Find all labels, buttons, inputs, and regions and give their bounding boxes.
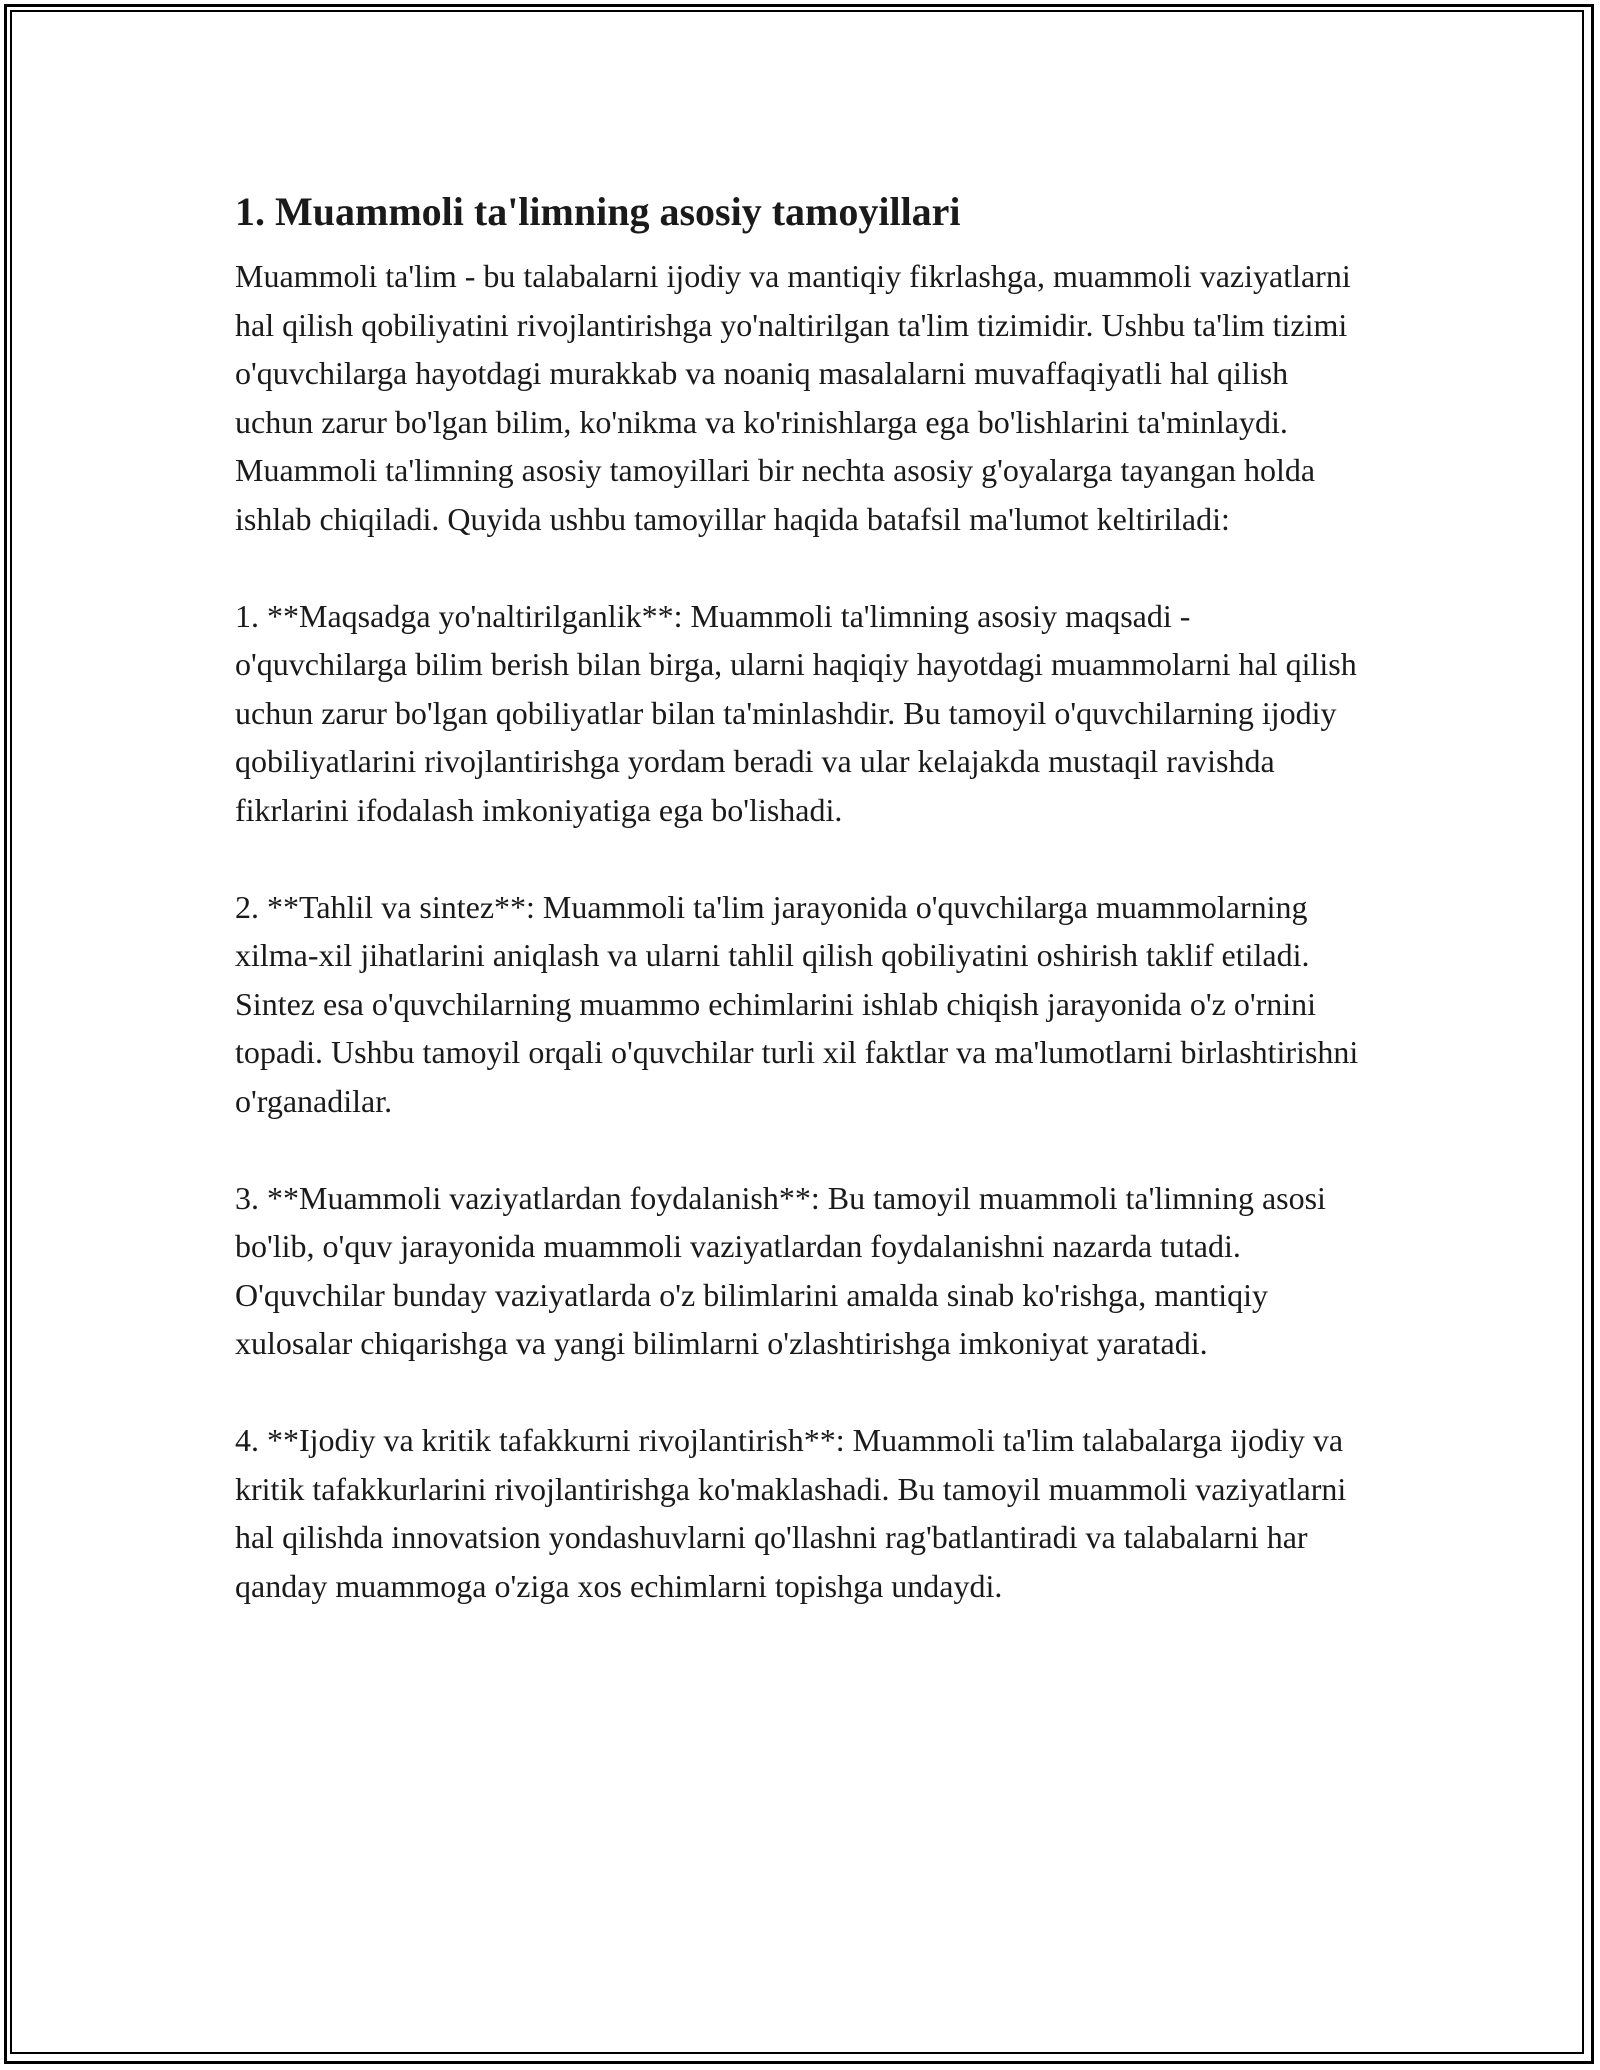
principle-2-paragraph: 2. **Tahlil va sintez**: Muammoli ta'lim jarayonida o'quvchilarga muammolarning xilma-xil jihatlarini aniqlash va ularni tahlil qilish qobiliyatini oshirish taklif etiladi. Sintez esa o'quvchilarning muammo echimlarini ishlab chiqish jarayonida o'z o'rnini topadi. Ushbu tamoyil orqali o'quvchilar turli xil faktlar va ma'lumotlarni birlashtirishni o'rganadilar.	[235, 888, 1359, 1119]
principle-1-paragraph: 1. **Maqsadga yo'naltirilganlik**: Muammoli ta'limning asosiy maqsadi - o'quvchilarga bilim berish bilan birga, ularni haqiqiy hayotdagi muammolarni hal qilish uchun zarur bo'lgan qobiliyatlar bilan ta'minlashdir. Bu tamoyil o'quvchilarning ijodiy qobiliyatlarini rivojlantirishga yordam beradi va ular kelajakda mustaqil ravishda fikrlarini ifodalash imkoniyatiga ega bo'lishadi.	[235, 597, 1357, 828]
intro-paragraph: Muammoli ta'lim - bu talabalarni ijodiy va mantiqiy fikrlashga, muammoli vaziyatlarni hal qilish qobiliyatini rivojlantirishga yo'naltirilgan ta'lim tizimidir. Ushbu ta'lim tizimi o'quvchilarga hayotdagi murakkab va noaniq masalalarni muvaffaqiyatli hal qilish uchun zarur bo'lgan bilim, ko'nikma va ko'rinishlarga ega bo'lishlarini ta'minlaydi. Muammoli ta'limning asosiy tamoyillari bir nechta asosiy g'oyalarga tayangan holda ishlab chiqiladi. Quyida ushbu tamoyillar haqida batafsil ma'lumot keltiriladi:	[235, 258, 1351, 537]
section-heading: 1. Muammoli ta'limning asosiy tamoyillari	[235, 189, 961, 234]
document-body	[235, 186, 1365, 1659]
principle-3-paragraph: 3. **Muammoli vaziyatlardan foydalanish**: Bu tamoyil muammoli ta'limning asosi bo'lib, o'quv jarayonida muammoli vaziyatlardan foydalanishni nazarda tutadi. O'quvchilar bunday vaziyatlarda o'z bilimlarini amalda sinab ko'rishga, mantiqiy xulosalar chiqarishga va yangi bilimlarni o'zlashtirishga imkoniyat yaratadi.	[235, 1179, 1326, 1361]
principle-4-paragraph: 4. **Ijodiy va kritik tafakkurni rivojlantirish**: Muammoli ta'lim talabalarga ijodiy va kritik tafakkurlarini rivojlantirishga ko'maklashadi. Bu tamoyil muammoli vaziyatlarni hal qilishda innovatsion yondashuvlarni qo'llashni rag'batlantiradi va talabalarni har qanday muammoga o'ziga xos echimlarni topishga undaydi.	[235, 1422, 1347, 1604]
